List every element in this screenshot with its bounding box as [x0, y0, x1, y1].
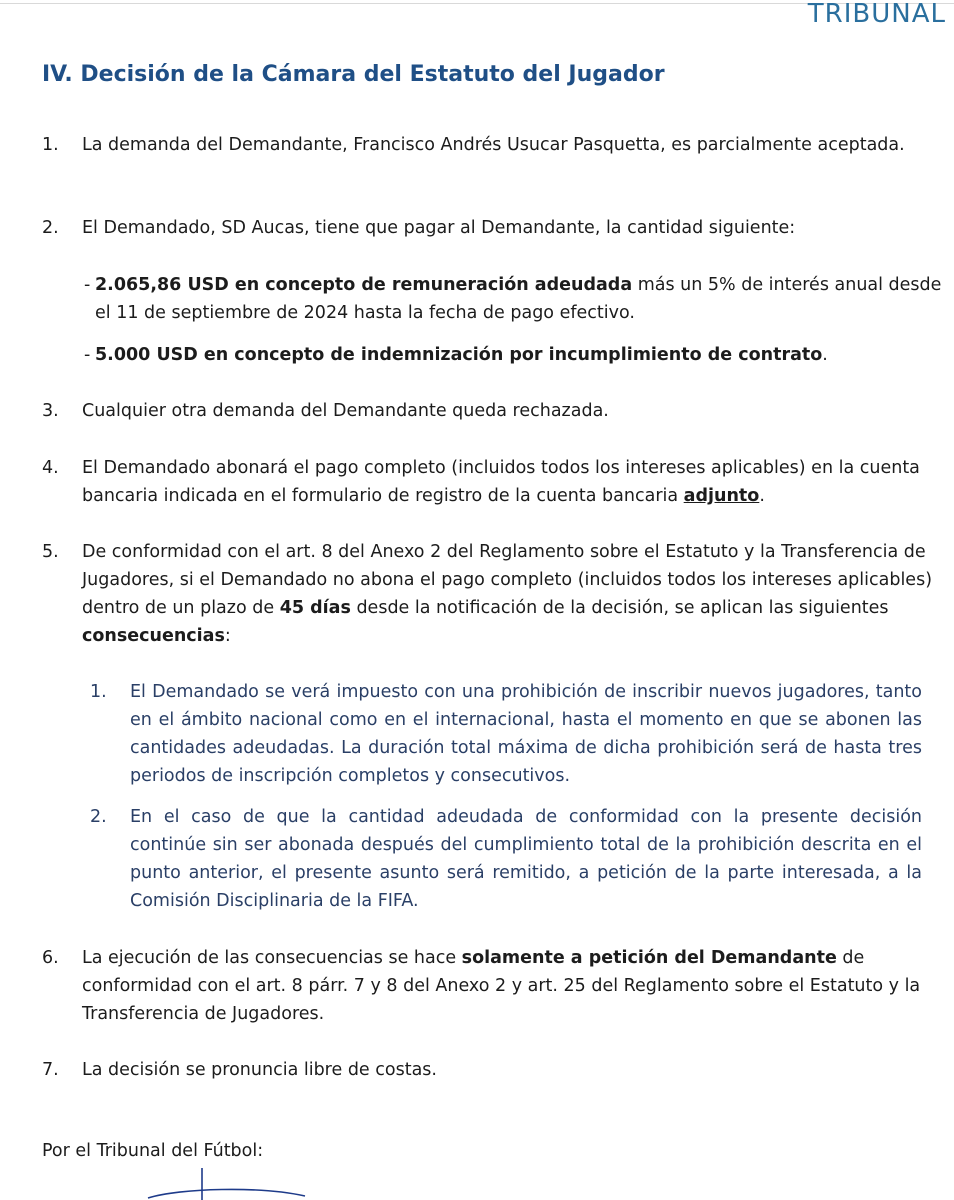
consequence-number: 1. [90, 682, 107, 702]
item-text [82, 454, 942, 510]
item-number: 5. [42, 542, 59, 562]
decision-item-7 [42, 1056, 942, 1084]
bullet-bold-text: 5.000 USD en concepto de indemnización por incumplimiento de contrato [95, 345, 823, 365]
bullet-dash: - [84, 275, 91, 295]
item-text-part: La ejecución de las consecuencias se hace [82, 948, 462, 968]
item-text-part: : [224, 626, 231, 646]
item-number: 6. [42, 948, 59, 968]
decision-item-2 [42, 214, 942, 242]
section-heading: IV. Decisión de la Cámara del Estatuto del Jugador [42, 62, 665, 87]
decision-item-6 [42, 944, 942, 1028]
item-text-part: de conformidad con el art. 8 párr. 7 y 8 del Anexo 2 y art. 25 del Reglamento sobre el Estatuto y la Transferencia de Jugadores. [82, 948, 921, 1024]
item-number: 4. [42, 458, 59, 478]
consequence-text: En el caso de que la cantidad adeudada de conformidad con la presente decisión continúe sin ser abonada después del cumplimiento total de la prohibición descrita en el punto anterior, el presente asunto será remitido, a petición de la parte interesada, a la Comisión Disciplinaria de la FIFA. [130, 807, 922, 911]
decision-item-1 [42, 131, 942, 159]
consequence-text: El Demandado se verá impuesto con una prohibición de inscribir nuevos jugadores, tanto en el ámbito nacional como en el internacional, hasta el momento en que se abonen las cantidades adeudadas. La duración total máxima de dicha prohibición será de hasta tres periodos de inscripción completos y consecutivos. [130, 682, 922, 786]
signature-mark [140, 1160, 340, 1200]
item-number: 7. [42, 1060, 59, 1080]
attachment-word: adjunto [683, 486, 760, 506]
payment-bullet-2 [84, 341, 944, 369]
bullet-bold-text: 2.065,86 USD en concepto de remuneración adeudada [95, 275, 633, 295]
consequences-word: consecuencias [82, 626, 225, 646]
item-text-part: El Demandado abonará el pago completo (incluidos todos los intereses aplicables) en la cuenta bancaria indicada en el formulario de registro de la cuenta bancaria [82, 458, 920, 506]
signoff-text: Por el Tribunal del Fútbol: [42, 1141, 264, 1161]
item-number: 3. [42, 401, 59, 421]
item-text: Cualquier otra demanda del Demandante queda rechazada. [82, 401, 609, 421]
consequence-item-1 [90, 678, 922, 790]
logo-line-2: TRIBUNAL [807, 0, 946, 29]
item-text: La demanda del Demandante, Francisco Andrés Usucar Pasquetta, es parcialmente aceptada. [82, 135, 905, 155]
item-text-part: De conformidad con el art. 8 del Anexo 2 del Reglamento sobre el Estatuto y la Transferencia de Jugadores, si el Demandado no abona el pago completo (incluidos todos los intereses aplicables) dentro de un plazo de [82, 542, 933, 618]
item-number: 1. [42, 135, 59, 155]
decision-item-3 [42, 397, 942, 425]
item-text: La decisión se pronuncia libre de costas. [82, 1060, 437, 1080]
item-text-part: . [759, 486, 765, 506]
decision-item-4 [42, 454, 942, 510]
item-number: 2. [42, 218, 59, 238]
request-only-text: solamente a petición del Demandante [461, 948, 837, 968]
decision-item-5 [42, 538, 942, 650]
bullet-rest-text: más un 5% de interés anual desde el 11 de septiembre de 2024 hasta la fecha de pago efectivo. [95, 275, 942, 323]
bullet-dash: - [84, 345, 91, 365]
deadline-days: 45 días [279, 598, 351, 618]
consequence-number: 2. [90, 807, 107, 827]
football-tribunal-logo [802, 0, 946, 27]
item-text [82, 538, 942, 650]
item-text: El Demandado, SD Aucas, tiene que pagar al Demandante, la cantidad siguiente: [82, 218, 796, 238]
bullet-rest-text: . [822, 345, 828, 365]
item-text-part: desde la notificación de la decisión, se aplican las siguientes [350, 598, 889, 618]
item-text [82, 944, 942, 1028]
payment-bullet-1 [84, 271, 944, 327]
consequence-item-2 [90, 803, 922, 915]
